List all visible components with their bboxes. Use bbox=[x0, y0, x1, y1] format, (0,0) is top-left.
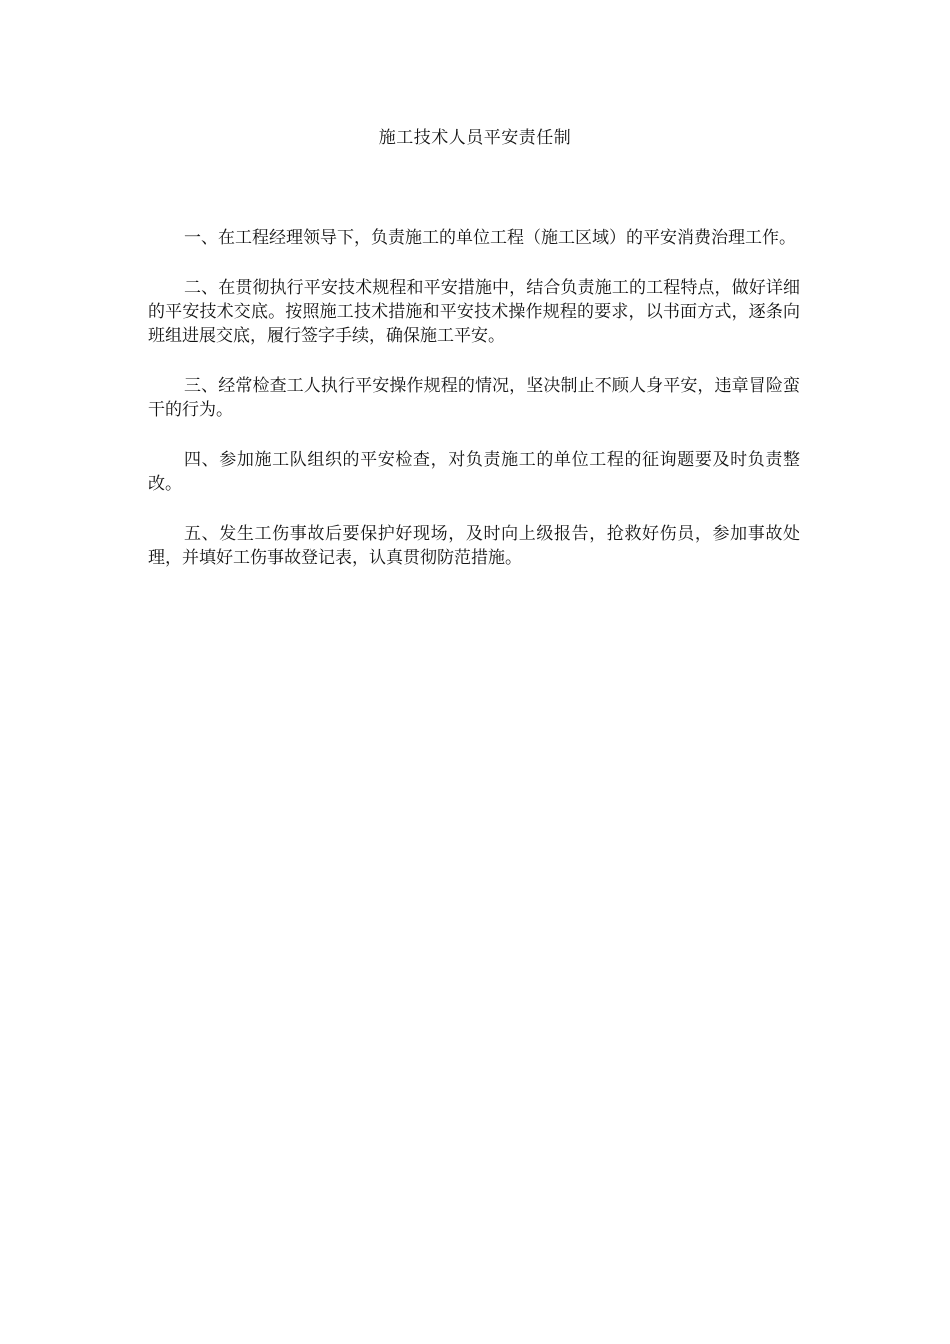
paragraph-3: 三、经常检查工人执行平安操作规程的情况，坚决制止不顾人身平安，违章冒险蛮干的行为。 bbox=[148, 376, 800, 420]
document-title: 施工技术人员平安责任制 bbox=[378, 128, 572, 148]
document-body bbox=[148, 226, 800, 596]
paragraph-5: 五、发生工伤事故后要保护好现场，及时向上级报告，抢救好伤员，参加事故处理，并填好工伤事故登记表，认真贯彻防范措施。 bbox=[148, 524, 800, 568]
paragraph-4: 四、参加施工队组织的平安检查，对负责施工的单位工程的征询题要及时负责整改。 bbox=[148, 450, 800, 494]
paragraph-2: 二、在贯彻执行平安技术规程和平安措施中，结合负责施工的工程特点，做好详细的平安技术交底。按照施工技术措施和平安技术操作规程的要求，以书面方式，逐条向班组进展交底，履行签字手续，确保施工平安。 bbox=[148, 278, 800, 346]
paragraph-1: 一、在工程经理领导下，负责施工的单位工程（施工区域）的平安消费治理工作。 bbox=[184, 228, 796, 248]
